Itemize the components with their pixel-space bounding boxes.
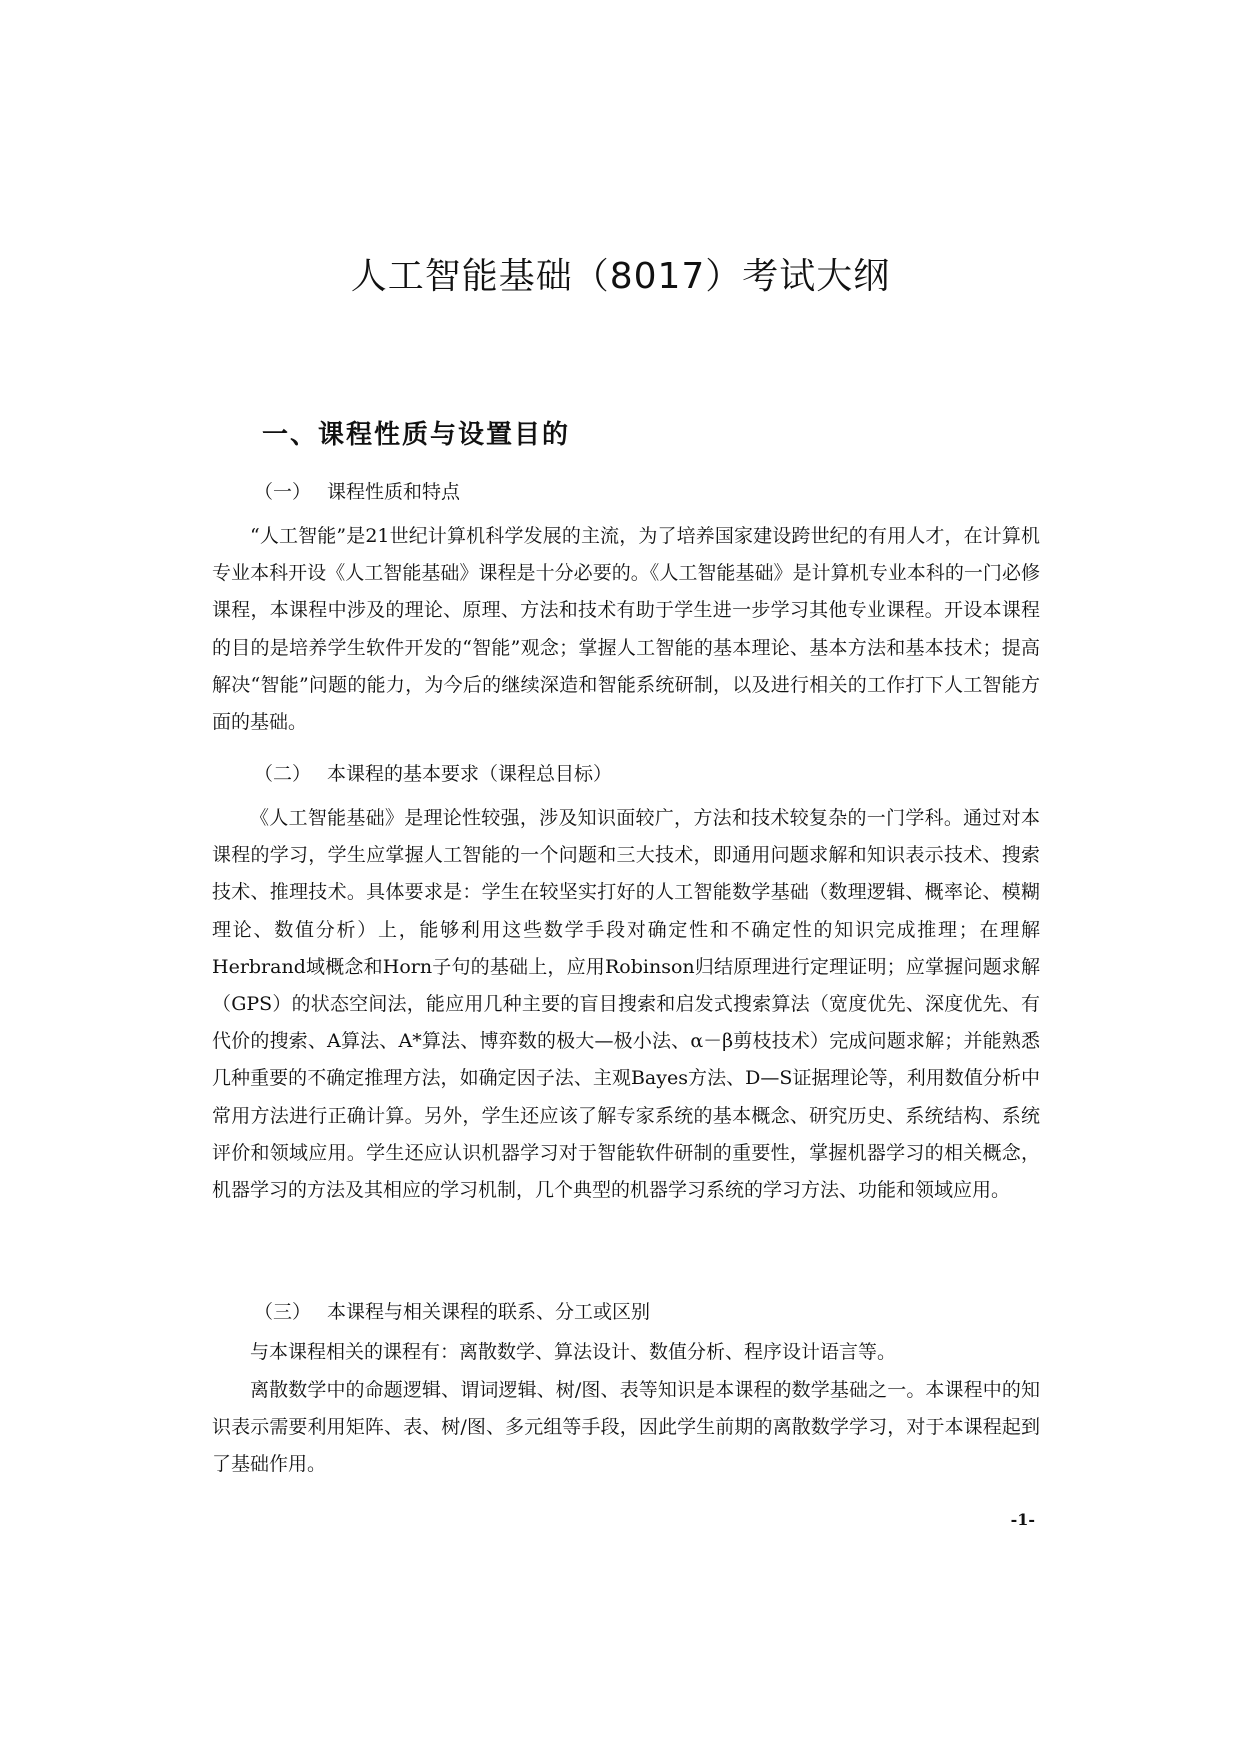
section-heading-1: 一、课程性质与设置目的	[262, 420, 571, 450]
subsection-title: 本课程与相关课程的联系、分工或区别	[327, 1301, 651, 1323]
document-title: 人工智能基础（8017）考试大纲	[350, 256, 891, 297]
paragraph-basic-requirements: 《人工智能基础》是理论性较强，涉及知识面较广，方法和技术较复杂的一门学科。通过对本课程的学习，学生应掌握人工智能的一个问题和三大技术，即通用问题求解和知识表示技术、搜索技术、推理技术。具体要求是：学生在较坚实打好的人工智能数学基础（数理逻辑、概率论、模糊理论、数值分析）上，能够利用这些数学手段对确定性和不确定性的知识完成推理；在理解Herbrand域概念和Horn子句的基础上，应用Robinson归结原理进行定理证明；应掌握问题求解（GPS）的状态空间法，能应用几种主要的盲目搜索和启发式搜索算法（宽度优先、深度优先、有代价的搜索、A算法、A*算法、博弈数的极大—极小法、α－β剪枝技术）完成问题求解；并能熟悉几种重要的不确定推理方法，如确定因子法、主观Bayes方法、D—S证据理论等，利用数值分析中常用方法进行正确计算。另外，学生还应该了解专家系统的基本概念、研究历史、系统结构、系统评价和领域应用。学生还应认识机器学习对于智能软件研制的重要性，掌握机器学习的相关概念，机器学习的方法及其相应的学习机制，几个典型的机器学习系统的学习方法、功能和领域应用。	[212, 807, 1040, 1202]
subsection-heading-2	[254, 759, 612, 786]
subsection-title: 本课程的基本要求（课程总目标）	[327, 763, 613, 785]
subsection-heading-3	[254, 1297, 650, 1324]
subsection-number: （二）	[254, 763, 312, 785]
subsection-number: （一）	[254, 481, 312, 503]
subsection-heading-1	[254, 477, 460, 504]
paragraph-course-nature: “人工智能”是21世纪计算机科学发展的主流，为了培养国家建设跨世纪的有用人才，在计算机专业本科开设《人工智能基础》课程是十分必要的。《人工智能基础》是计算机专业本科的一门必修课程，本课程中涉及的理论、原理、方法和技术有助于学生进一步学习其他专业课程。开设本课程的目的是培养学生软件开发的“智能”观念；掌握人工智能的基本理论、基本方法和基本技术；提高解决“智能”问题的能力，为今后的继续深造和智能系统研制，以及进行相关的工作打下人工智能方面的基础。	[212, 525, 1040, 734]
page-number: -1-	[1010, 1510, 1035, 1529]
subsection-title: 课程性质和特点	[327, 481, 461, 503]
subsection-number: （三）	[254, 1301, 312, 1323]
paragraph-discrete-math: 离散数学中的命题逻辑、谓词逻辑、树/图、表等知识是本课程的数学基础之一。本课程中的知识表示需要利用矩阵、表、树/图、多元组等手段，因此学生前期的离散数学学习，对于本课程起到了基础作用。	[212, 1379, 1040, 1476]
paragraph-related-courses: 与本课程相关的课程有：离散数学、算法设计、数值分析、程序设计语言等。	[250, 1341, 897, 1363]
